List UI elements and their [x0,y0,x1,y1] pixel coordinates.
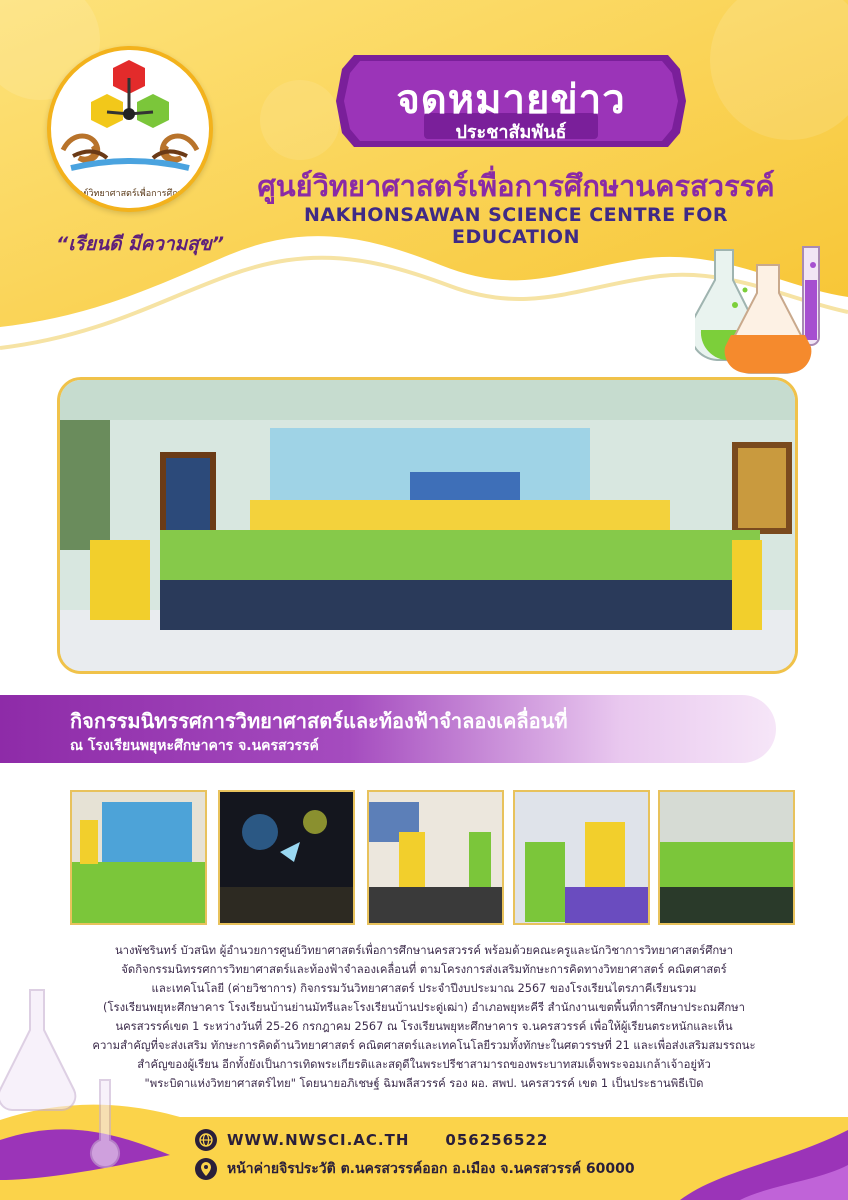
activity-title: กิจกรรมนิทรรศการวิทยาศาสตร์และท้องฟ้าจำลองเคลื่อนที่ [70,709,568,733]
newsletter-title: จดหมายข่าว [396,77,626,123]
body-line: นครสวรรค์เขต 1 ระหว่างวันที่ 25-26 กรกฎาคม 2567 ณ โรงเรียนพยุหะศึกษาคาร จ.นครสวรรค์ เพื่อให้ผู้เรียนตระหนักและเห็น [115,1020,733,1033]
body-line: "พระบิดาแห่งวิทยาศาสตร์ไทย" โดยนายอภิเชษฐ์ ฉิมพลีสวรรค์ รอง ผอ. สพป. นครสวรรค์ เขต 1 เป็นประธานพิธีเปิด [144,1077,704,1090]
footer-address-row [195,1158,635,1180]
footer-contact-row [195,1129,548,1151]
gallery-photo-2 [218,790,355,925]
gallery-photo-5 [658,790,795,925]
newsletter-subtitle: ประชาสัมพันธ์ [455,122,567,143]
organization-name-thai: ศูนย์วิทยาศาสตร์เพื่อการศึกษานครสวรรค์ [257,169,775,203]
gallery-photo-3 [367,790,504,925]
address: หน้าค่ายจิรประวัติ ต.นครสวรรค์ออก อ.เมือง จ.นครสวรรค์ 60000 [227,1161,635,1177]
body-line: (โรงเรียนพยุหะศึกษาคาร โรงเรียนบ้านย่านมัทรีและโรงเรียนบ้านประดู่เฒ่า) อำเภอพยุหะคีรี สำนักงานเขตพื้นที่การศึกษาประถมศึกษา [103,1001,745,1014]
gallery-photo-1 [70,790,207,925]
logo-caption: ศูนย์วิทยาศาสตร์เพื่อการศึกษา [71,189,189,199]
title-banner [336,55,686,147]
slogan: “เรียนดี มีความสุข” [56,233,224,255]
photo-gallery [70,790,795,924]
flasks-illustration [695,235,845,380]
gallery-photo-4 [513,790,650,925]
footer [0,1117,848,1200]
body-line: และเทคโนโลยี (ค่ายวิชาการ) กิจกรรมวันวิทยาศาสตร์ ประจำปีงบประมาณ 2567 ของโรงเรียนไตรภาคีเรียนรวม [151,982,697,995]
location-pin-icon [195,1158,217,1180]
body-line: ความสำคัญที่จะส่งเสริม ทักษะการคิดด้านวิทยาศาสตร์ คณิตศาสตร์และเทคโนโลยีรวมทั้งทักษะในศตวรรษที่ 21 และเพื่อส่งเสริมสมรรถนะ [92,1039,756,1052]
body-line: จัดกิจกรรมนิทรรศการวิทยาศาสตร์และท้องฟ้าจำลองเคลื่อนที่ ตามโครงการส่งเสริมทักษะการคิดทางวิทยาศาสตร์ คณิตศาสตร์ [121,963,727,976]
globe-icon [195,1129,217,1151]
phone-number: 056256522 [445,1131,549,1149]
website-link[interactable]: WWW.NWSCI.AC.TH [227,1131,410,1149]
centre-logo [47,46,213,212]
organization-name-english: NAKHONSAWAN SCIENCE CENTRE FOR EDUCATION [303,204,729,248]
body-line: สำคัญของผู้เรียน อีกทั้งยังเป็นการเทิดพระเกียรติและสดุดีในพระปรีชาสามารถของพระบาทสมเด็จพระจอมเกล้าเจ้าอยู่หัว [137,1058,711,1071]
activity-location: ณ โรงเรียนพยุหะศึกษาคาร จ.นครสวรรค์ [70,738,319,754]
body-line: นางพัชรินทร์ บัวสนิท ผู้อำนวยการศูนย์วิทยาศาสตร์เพื่อการศึกษานครสวรรค์ พร้อมด้วยคณะครูและนักวิชาการวิทยาศาสตร์ศึกษา [114,944,734,957]
activity-banner [0,695,776,763]
main-group-photo [57,377,798,674]
